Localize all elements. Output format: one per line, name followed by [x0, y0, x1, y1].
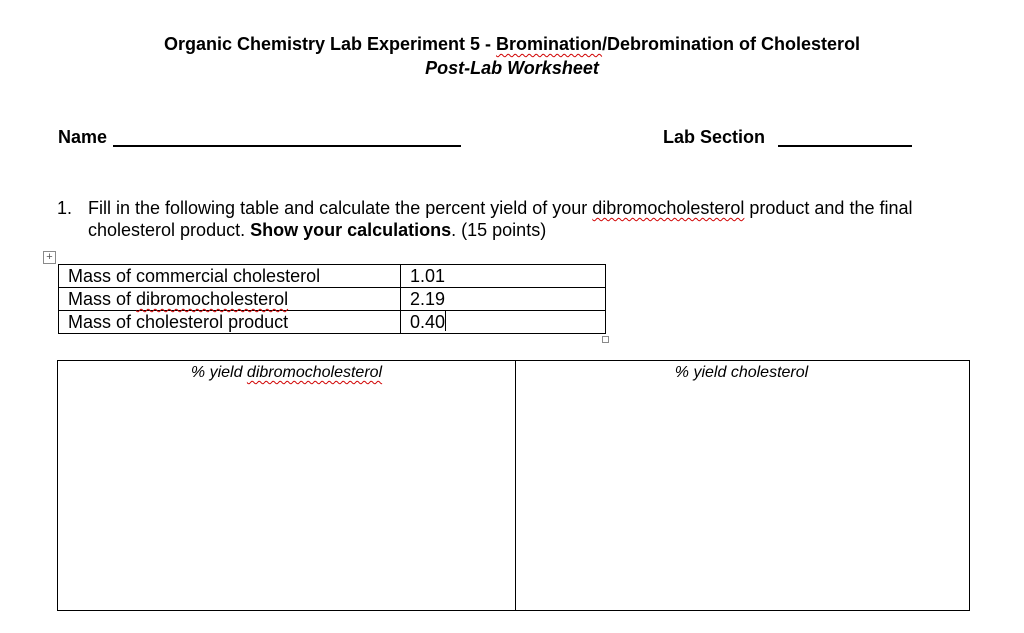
table-row: [59, 288, 606, 311]
name-line[interactable]: [113, 145, 461, 147]
row-label: Mass of cholesterol product: [68, 312, 289, 332]
text-cursor: [445, 311, 446, 331]
title-spellcheck-word: Bromination: [496, 34, 603, 54]
title-text-end: /Debromination of Cholesterol: [602, 34, 861, 54]
row-value: 2.19: [410, 289, 446, 309]
lab-section-label: Lab Section: [663, 127, 766, 147]
table-cell-label[interactable]: [59, 265, 401, 288]
title-text-start: Organic Chemistry Lab Experiment 5 -: [163, 34, 497, 54]
table-resize-handle[interactable]: [602, 336, 609, 343]
yield-cholesterol-heading: % yield cholesterol: [674, 364, 809, 381]
yield-cholesterol-box[interactable]: [514, 360, 970, 611]
mass-data-table: [58, 264, 606, 334]
table-move-handle-icon[interactable]: +: [43, 251, 56, 264]
table-cell-label[interactable]: [59, 311, 401, 334]
yield-dibromo-term: dibromocholesterol: [246, 364, 383, 381]
question-text-part1: Fill in the following table and calculate the percent yield of your: [88, 198, 593, 218]
question-text: [88, 197, 957, 241]
table-cell-value[interactable]: [401, 288, 606, 311]
row-value: 1.01: [410, 266, 446, 286]
row-value: 0.40: [410, 312, 446, 332]
row-label: Mass of commercial cholesterol: [68, 266, 321, 286]
table-cell-label[interactable]: [59, 288, 401, 311]
yield-dibromo-box[interactable]: [57, 360, 516, 611]
row-label: Mass of: [68, 289, 137, 309]
question-text-part3: product and the final cholesterol product.: [88, 198, 913, 240]
table-cell-value[interactable]: [401, 311, 606, 334]
question-number: 1.: [57, 198, 73, 218]
name-label: Name: [58, 127, 108, 147]
yield-dibromo-heading: [58, 363, 515, 383]
worksheet-title: [0, 33, 1024, 55]
question-text-part4: . (15 points): [451, 220, 547, 240]
question-1: [57, 197, 957, 241]
table-cell-value[interactable]: [401, 265, 606, 288]
question-spellcheck-word: dibromocholesterol: [592, 198, 745, 218]
table-row: [59, 311, 606, 334]
lab-section-line[interactable]: [778, 145, 912, 147]
yield-dibromo-prefix: % yield: [190, 364, 247, 381]
table-row: [59, 265, 606, 288]
row-label-spellcheck-word: dibromocholesterol: [136, 289, 289, 309]
question-emphasis: Show your calculations: [250, 220, 452, 240]
worksheet-subtitle: Post-Lab Worksheet: [425, 58, 599, 78]
